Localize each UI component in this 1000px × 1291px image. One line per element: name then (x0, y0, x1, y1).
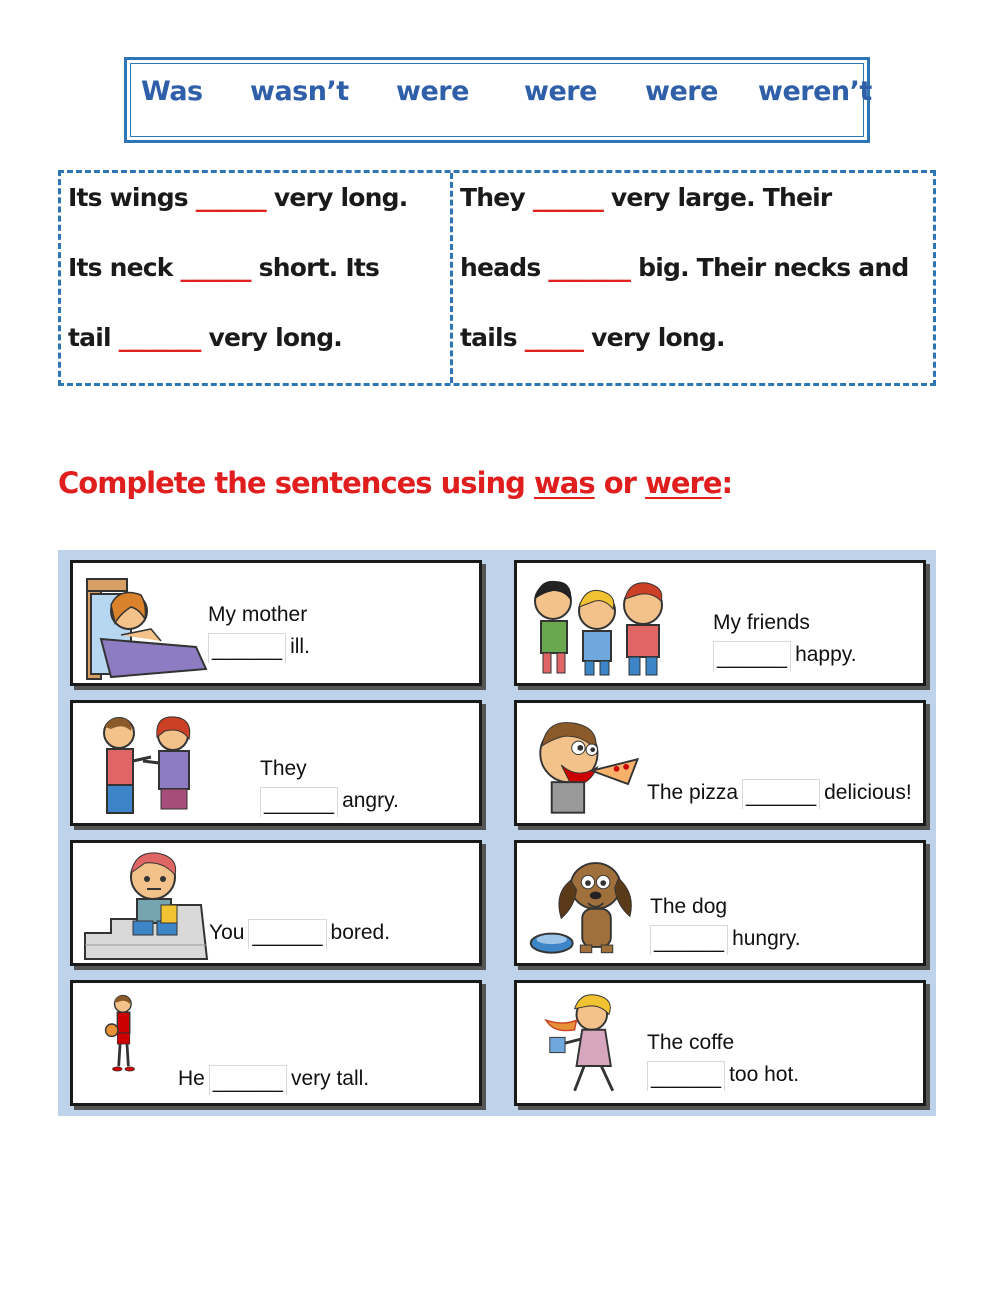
word-bank-word[interactable]: wasn’t (250, 76, 349, 107)
instruction-keyword: was (534, 466, 595, 500)
instruction-keyword: were (645, 466, 722, 500)
answer-blank[interactable]: ______ (532, 183, 604, 212)
card-text-line1: My mother (208, 603, 308, 626)
reading-text: short. Its (258, 253, 380, 282)
reading-table (58, 170, 936, 386)
word-bank-word[interactable]: were (396, 76, 469, 107)
reading-line (68, 317, 450, 387)
card-text-line2 (709, 639, 857, 671)
reading-line (68, 247, 450, 317)
reading-text: heads (460, 253, 541, 282)
tall-basketball-player-illustration (91, 963, 181, 1103)
card-text-line (647, 777, 912, 809)
angry-couple-illustration (81, 709, 211, 821)
reading-text: very long. (591, 323, 725, 352)
answer-blank[interactable]: ______ (647, 1061, 725, 1091)
card-text: too hot. (729, 1063, 800, 1086)
woman-with-hot-coffee-illustration (525, 989, 649, 1101)
card-text-line2 (646, 923, 801, 955)
answer-blank[interactable]: _______ (548, 253, 631, 282)
answer-blank[interactable]: ______ (713, 641, 791, 671)
happy-friends-illustration (525, 569, 685, 681)
reading-line (68, 177, 450, 247)
card-text-line2 (256, 785, 399, 817)
reading-text: tails (460, 323, 517, 352)
card-text: He (178, 1067, 205, 1090)
card-text: hungry. (732, 927, 801, 950)
reading-column-left (61, 173, 453, 383)
reading-line (460, 317, 933, 387)
word-bank-word[interactable]: Was (141, 76, 203, 107)
card-text: happy. (795, 643, 857, 666)
card-text: bored. (330, 921, 391, 944)
card-text-line (178, 1063, 369, 1095)
instruction-text: Complete the sentences using (58, 466, 535, 500)
hungry-dog-illustration (525, 849, 649, 961)
reading-text: tail (68, 323, 111, 352)
reading-column-right (453, 173, 933, 383)
card-text: You (209, 921, 245, 944)
answer-blank[interactable]: ______ (180, 253, 251, 282)
card-text: The pizza (647, 781, 739, 804)
exercise-panel (58, 550, 936, 1116)
reading-text: Its neck (68, 253, 173, 282)
answer-blank[interactable]: ______ (209, 1065, 287, 1095)
reading-line (460, 247, 933, 317)
card-text: very tall. (290, 1067, 370, 1090)
bored-boy-on-stairs-illustration (81, 849, 211, 961)
answer-blank[interactable]: ______ (260, 787, 338, 817)
exercise-card (514, 980, 926, 1106)
card-text-line1: My friends (713, 611, 810, 634)
exercise-card (514, 560, 926, 686)
reading-text: big. Their necks and (638, 253, 909, 282)
card-text-line (209, 917, 390, 949)
word-bank-word[interactable]: weren’t (758, 76, 872, 107)
card-text-line2 (204, 631, 310, 663)
word-bank-word[interactable]: were (524, 76, 597, 107)
instruction-text: or (594, 466, 646, 500)
answer-blank[interactable]: ______ (742, 779, 820, 809)
card-text-line1: They (260, 757, 307, 780)
answer-blank[interactable]: ______ (248, 919, 326, 949)
reading-line (460, 177, 933, 247)
reading-text: very long. (273, 183, 408, 212)
exercise-card (514, 840, 926, 966)
word-bank (124, 57, 870, 143)
reading-text: Its wings (68, 183, 188, 212)
instruction-text: : (721, 466, 733, 500)
word-bank-inner (130, 63, 872, 137)
exercise-card (70, 840, 482, 966)
card-text-line1: The coffe (647, 1031, 735, 1054)
answer-blank[interactable]: ______ (208, 633, 286, 663)
sick-mother-in-bed-illustration (81, 569, 211, 681)
reading-text: very long. (208, 323, 343, 352)
answer-blank[interactable]: _______ (118, 323, 201, 352)
card-text: angry. (342, 789, 399, 812)
exercise-card (70, 560, 482, 686)
answer-blank[interactable]: _____ (524, 323, 584, 352)
instruction-heading (58, 466, 732, 500)
boy-eating-pizza-illustration (525, 709, 649, 821)
answer-blank[interactable]: ______ (195, 183, 266, 212)
answer-blank[interactable]: ______ (650, 925, 728, 955)
card-text: delicious! (824, 781, 912, 804)
word-bank-word[interactable]: were (645, 76, 718, 107)
card-text-line2 (643, 1059, 799, 1091)
reading-text: They (460, 183, 525, 212)
card-text-line1: The dog (650, 895, 728, 918)
exercise-card (70, 980, 482, 1106)
exercise-card (70, 700, 482, 826)
card-text: ill. (290, 635, 310, 658)
exercise-card (514, 700, 926, 826)
reading-text: very large. Their (610, 183, 832, 212)
